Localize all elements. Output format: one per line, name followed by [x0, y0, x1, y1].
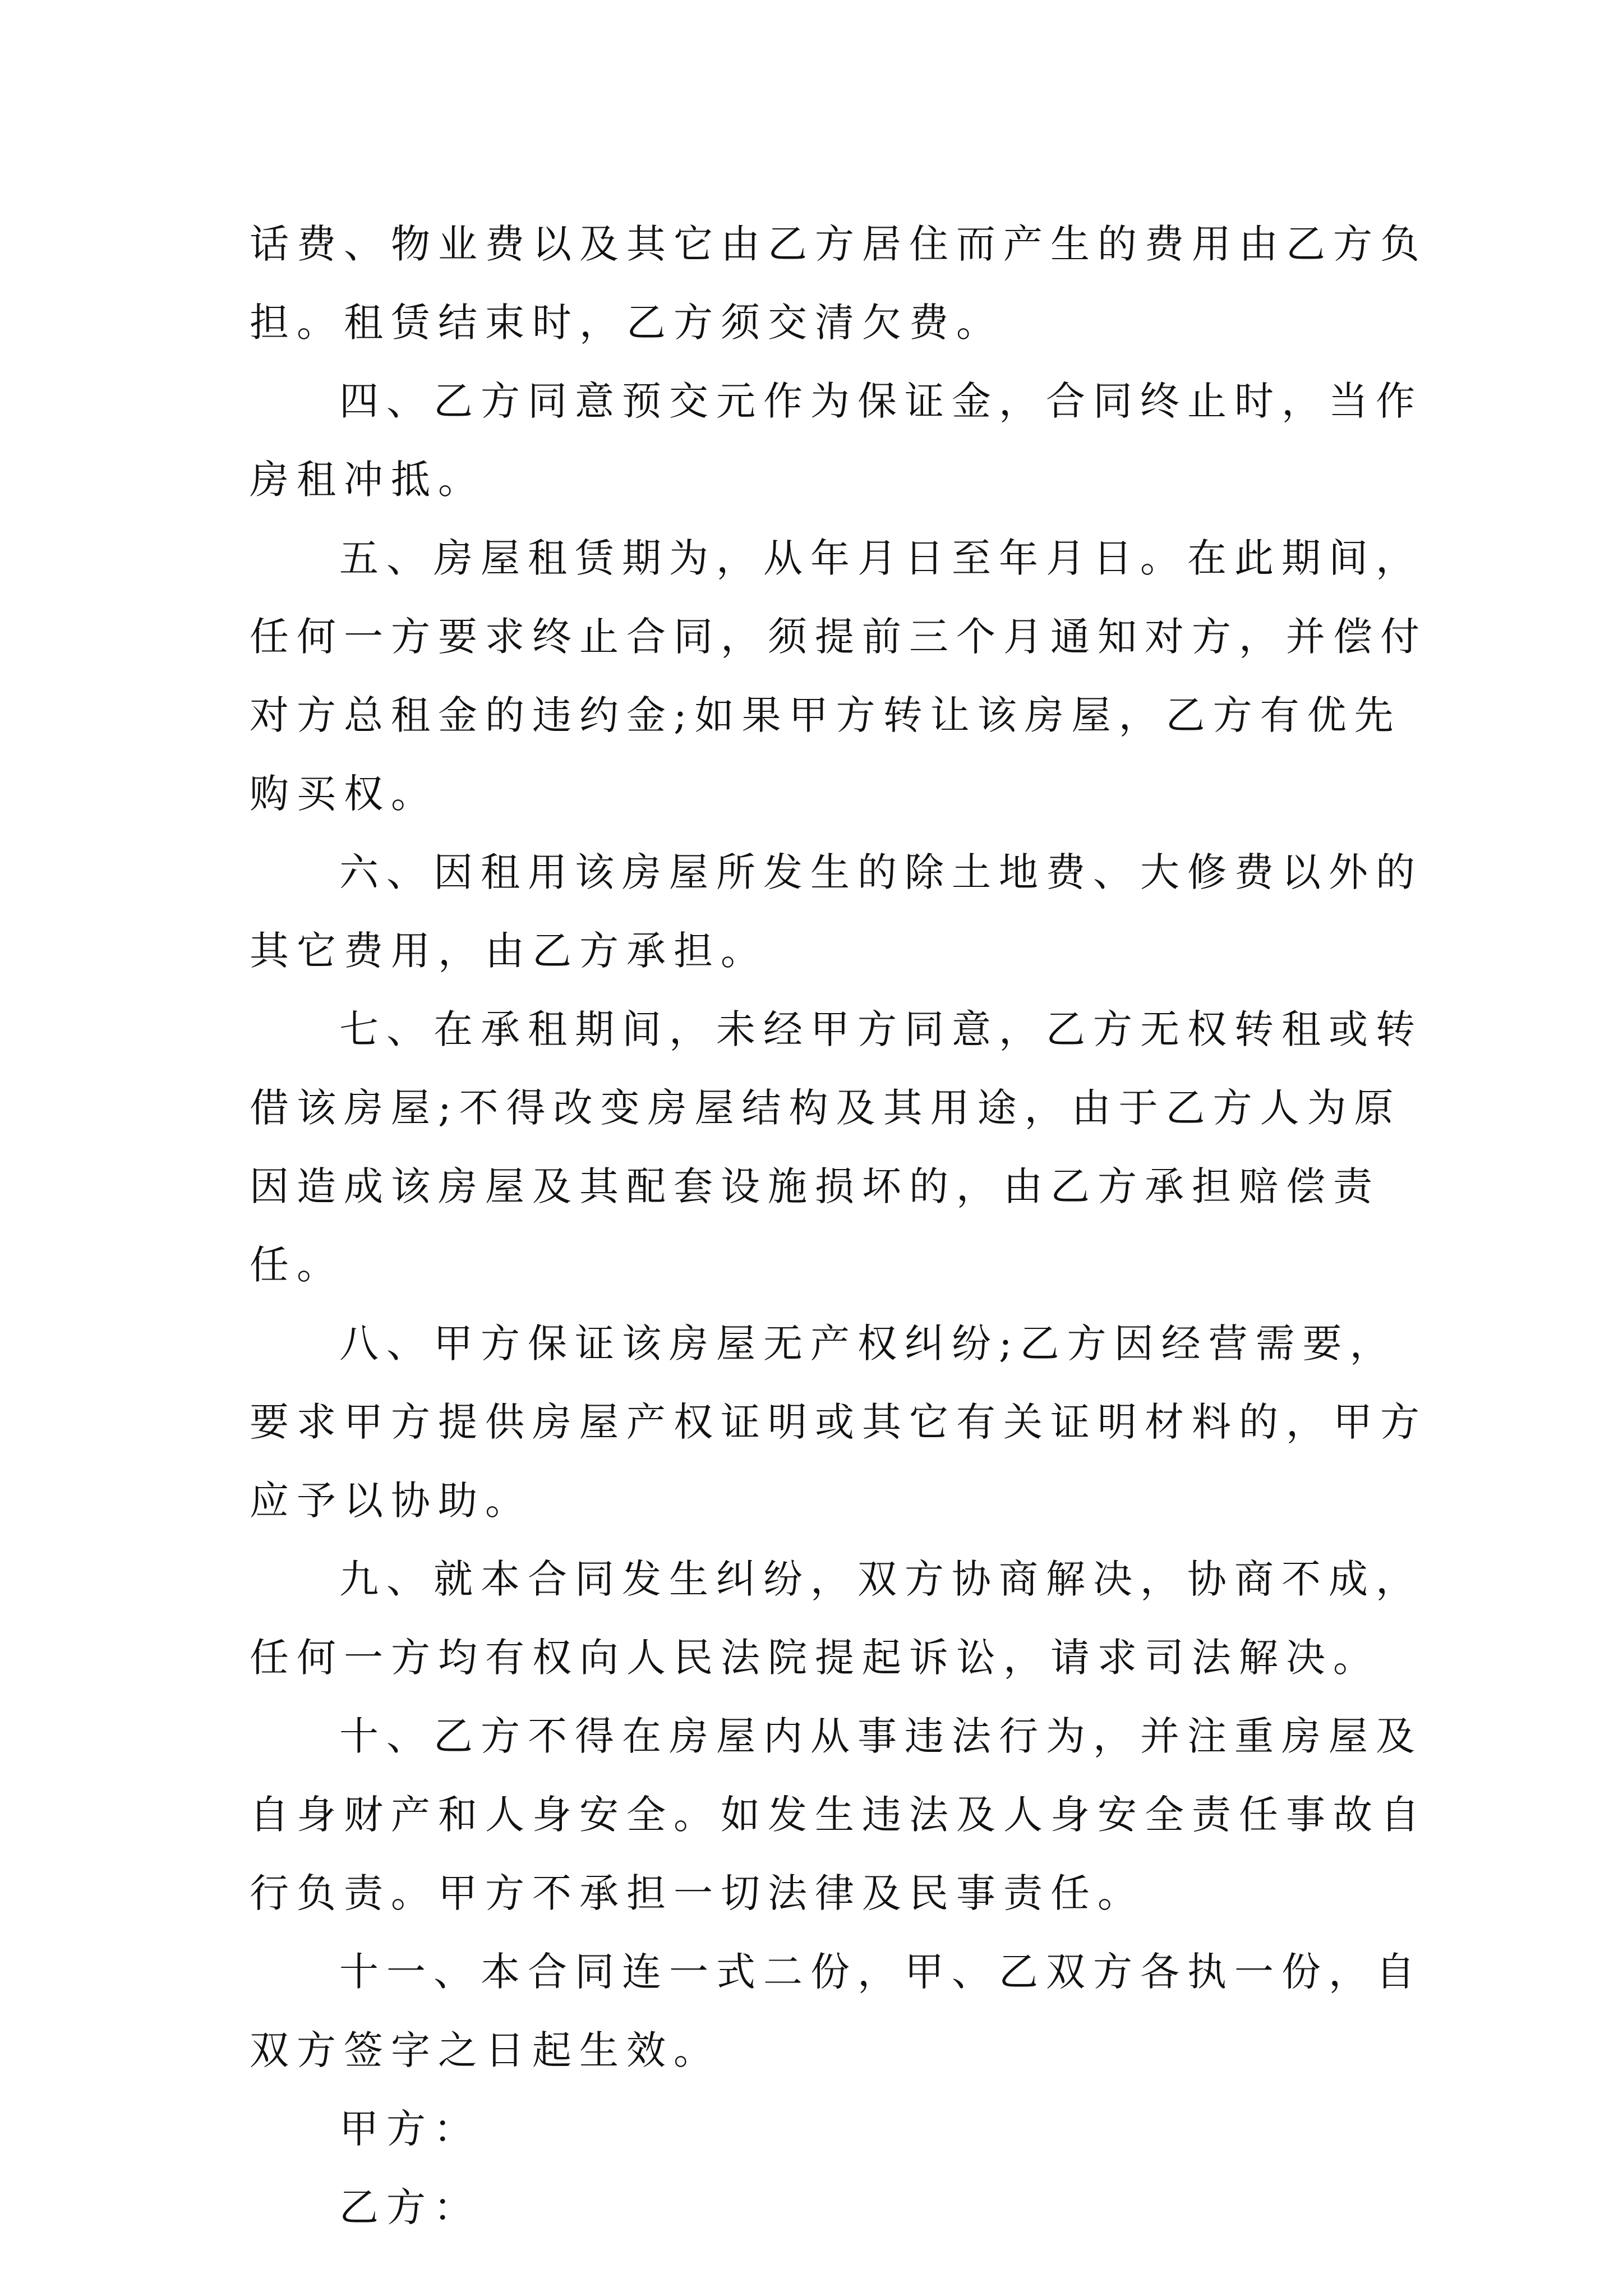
paragraph-lease-term: 五、房屋租赁期为，从年月日至年月日。在此期间，任何一方要求终止合同，须提前三个月通知对方，并偿付对方总租金的违约金;如果甲方转让该房屋，乙方有优先购买权。	[250, 535, 1427, 817]
paragraph-sublease: 七、在承租期间，未经甲方同意，乙方无权转租或转借该房屋;不得改变房屋结构及其用途，由于乙方人为原因造成该房屋及其配套设施损坏的，由乙方承担赔偿责任。	[250, 1006, 1423, 1288]
paragraph-other-costs: 六、因租用该房屋所发生的除土地费、大修费以外的其它费用，由乙方承担。	[250, 849, 1423, 974]
party-b-label: 乙方：	[339, 2184, 481, 2230]
paragraph-ownership: 八、甲方保证该房屋无产权纠纷;乙方因经营需要，要求甲方提供房屋产权证明或其它有关证明材料的，甲方应予以协助。	[250, 1320, 1427, 1524]
paragraph-fees: 话费、物业费以及其它由乙方居住而产生的费用由乙方负担。租赁结束时，乙方须交清欠费。	[250, 221, 1427, 346]
paragraph-disputes: 九、就本合同发生纠纷，双方协商解决，协商不成，任何一方均有权向人民法院提起诉讼，请求司法解决。	[250, 1556, 1423, 1681]
paragraph-copies: 十一、本合同连一式二份，甲、乙双方各执一份，自双方签字之日起生效。	[250, 1949, 1423, 2073]
paragraph-illegal-acts: 十、乙方不得在房屋内从事违法行为，并注重房屋及自身财产和人身安全。如发生违法及人身安全责任事故自行负责。甲方不承担一切法律及民事责任。	[250, 1713, 1427, 1916]
party-a-label: 甲方：	[339, 2106, 481, 2152]
paragraph-deposit: 四、乙方同意预交元作为保证金，合同终止时，当作房租冲抵。	[250, 378, 1423, 503]
contract-body	[250, 205, 1438, 2247]
